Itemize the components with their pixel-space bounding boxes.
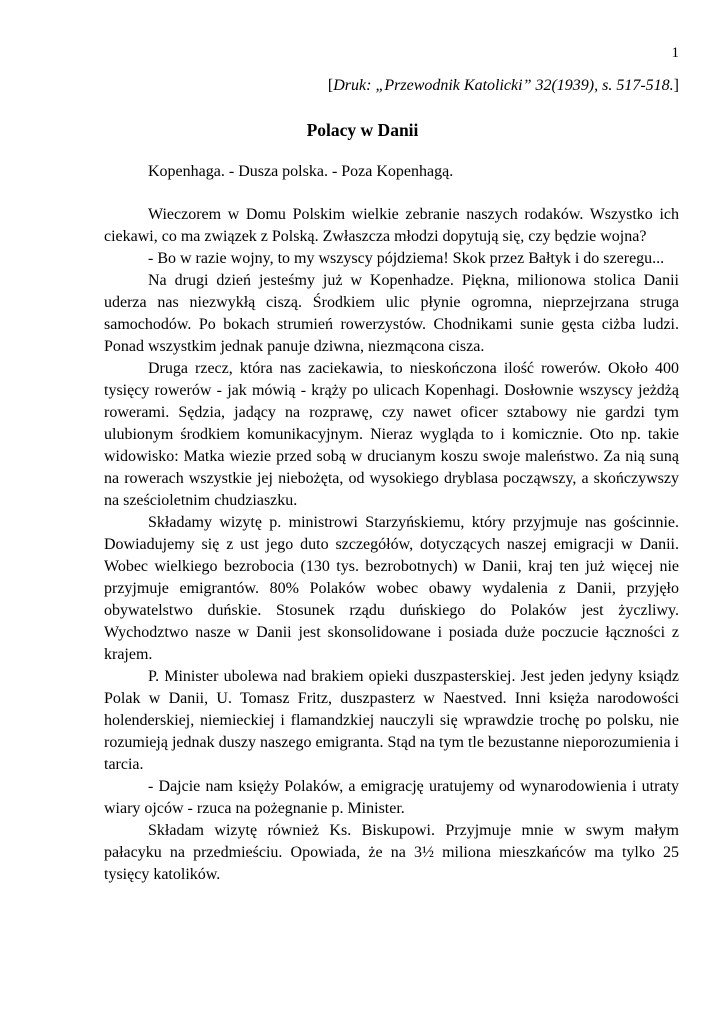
article-body	[104, 204, 679, 886]
paragraph: Druga rzecz, która nas zaciekawia, to nieskończona ilość rowerów. Około 400 tysięcy rowerów - jak mówią - krąży po ulicach Kopenhagi. Dosłownie wszyscy jeżdżą rowerami. Sędzia, jadący na rozprawę, czy nawet oficer sztabowy nie gardzi tym ulubionym środkiem komunikacyjnym. Nieraz wygląda to i komicznie. Oto np. takie widowisko: Matka wiezie przed sobą w drucianym koszu swoje maleństwo. Za nią suną na rowerach wszystkie jej niebożęta, od wysokiego dryblasa począwszy, a skończywszy na sześcioletnim chudziaszku.	[104, 360, 679, 509]
paragraph: P. Minister ubolewa nad brakiem opieki duszpasterskiej. Jest jeden jedyny ksiądz Polak w Danii, U. Tomasz Fritz, duszpasterz w Naestved. Inni księża narodowości holenderskiej, niemieckiej i flamandzkiej nauczyli się wprawdzie trochę po polsku, nie rozumieją jednak duszy naszego emigranta. Stąd na tym tle bezustanne nieporozumienia i tarcia.	[104, 668, 679, 773]
paragraph: Na drugi dzień jesteśmy już w Kopenhadze. Piękna, milionowa stolica Danii uderza nas niezwykłą ciszą. Środkiem ulic płynie ogromna, nieprzejrzana struga samochodów. Po bokach strumień rowerzystów. Chodnikami sunie gęsta ciżba ludzi. Ponad wszystkim jednak panuje dziwna, niezmącona cisza.	[104, 272, 679, 355]
paragraph: - Dajcie nam księży Polaków, a emigrację uratujemy od wynarodowienia i utraty wiary ojców - rzuca na pożegnanie p. Minister.	[104, 778, 679, 817]
source-open-bracket: [	[327, 77, 334, 94]
page-number: 1	[671, 45, 679, 61]
paragraph: Składamy wizytę p. ministrowi Starzyńskiemu, który przyjmuje nas gościnnie. Dowiadujemy się z ust jego duto szczegółów, dotyczących naszej emigracji w Danii. Wobec wielkiego bezrobocia (130 tys. bezrobotnych) w Danii, kraj ten już więcej nie przyjmuje emigrantów. 80% Polaków wobec obawy wydalenia z Danii, przyjęło obywatelstwo duńskie. Stosunek rządu duńskiego do Polaków jest życzliwy. Wychodztwo nasze w Danii jest skonsolidowane i posiada duże poczucie łączności z krajem.	[104, 514, 679, 663]
paragraph: Wieczorem w Domu Polskim wielkie zebranie naszych rodaków. Wszystko ich ciekawi, co ma związek z Polską. Zwłaszcza młodzi dopytują się, czy będzie wojna?	[104, 206, 679, 245]
paragraph: - Bo w razie wojny, to my wszyscy pójdziema! Skok przez Bałtyk i do szeregu...	[148, 250, 665, 267]
source-text: Druk: „Przewodnik Katolicki” 32(1939), s. 517-518.	[333, 77, 674, 94]
article-subtitle: Kopenhaga. - Dusza polska. - Poza Kopenhagą.	[148, 163, 454, 180]
source-close-bracket: ]	[673, 77, 679, 94]
source-citation	[328, 76, 679, 96]
paragraph: Składam wizytę również Ks. Biskupowi. Przyjmuje mnie w swym małym pałacyku na przedmieściu. Opowiada, że na 3½ miliona mieszkańców ma tylko 25 tysięcy katolików.	[104, 822, 679, 883]
article-title: Polacy w Danii	[306, 120, 419, 140]
